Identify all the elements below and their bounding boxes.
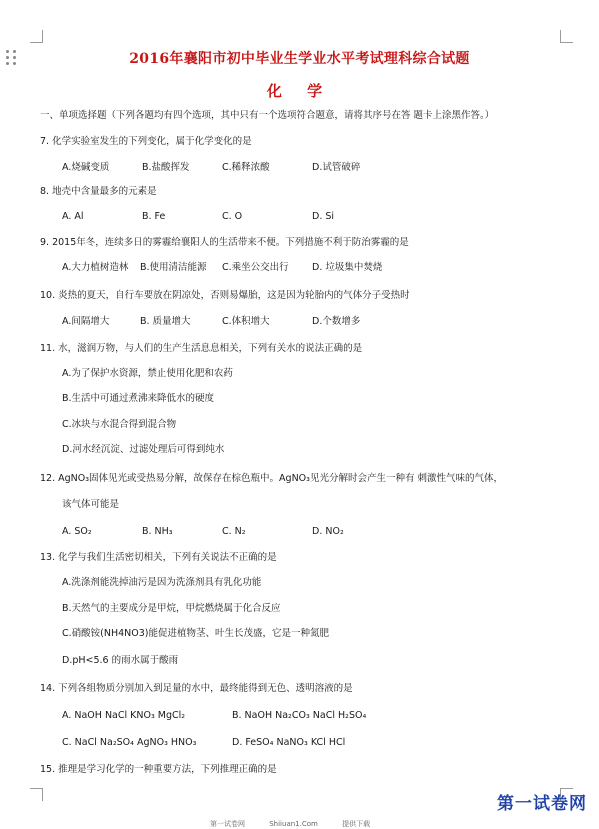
option-d: D.试管破碎: [312, 162, 361, 173]
option-a: A.间隔增大: [62, 316, 110, 327]
footer-site-url[interactable]: Shiiuan1.Com: [269, 820, 318, 828]
question-13-option-a: A.洗涤剂能洗掉油污是因为洗涤剂具有乳化功能: [62, 577, 262, 588]
option-a: A.烧碱变质: [62, 162, 110, 173]
crop-mark-bottom-left: [30, 788, 43, 801]
subject-heading: 化 学: [266, 82, 333, 100]
option-b: B. NH₃: [142, 526, 173, 537]
footer-download-note: 提供下载: [342, 820, 371, 828]
question-15-stem: 15. 推理是学习化学的一种重要方法，下列推理正确的是: [40, 764, 277, 775]
watermark-logo: 第一试卷网: [497, 794, 587, 814]
question-7-stem: 7. 化学实验室发生的下列变化，属于化学变化的是: [40, 136, 252, 147]
option-d: D. 垃圾集中焚烧: [312, 262, 383, 273]
option-a: A. Al: [62, 211, 84, 222]
question-13-option-b: B.天然气的主要成分是甲烷，甲烷燃烧属于化合反应: [62, 603, 281, 614]
question-11-option-c: C.冰块与水混合得到混合物: [62, 419, 177, 430]
question-11-option-b: B.生活中可通过煮沸来降低水的硬度: [62, 393, 215, 404]
option-b: B. 质量增大: [140, 316, 191, 327]
option-c: C. O: [222, 211, 243, 222]
option-d: D. FeSO₄ NaNO₃ KCl HCl: [232, 737, 346, 748]
option-a: A. SO₂: [62, 526, 92, 537]
question-11-option-d: D.河水经沉淀、过滤处理后可得到纯水: [62, 444, 225, 455]
question-14-stem: 14. 下列各组物质分别加入到足量的水中，最终能得到无色、透明溶液的是: [40, 683, 353, 694]
option-b: B.使用清洁能源: [140, 262, 207, 273]
question-13-stem: 13. 化学与我们生活密切相关，下列有关说法不正确的是: [40, 552, 277, 563]
option-c: C. NaCl Na₂SO₄ AgNO₃ HNO₃: [62, 737, 197, 748]
question-8-stem: 8. 地壳中含量最多的元素是: [40, 186, 157, 197]
option-b: B.盐酸挥发: [142, 162, 190, 173]
section-instruction: 一、单项选择题（下列各题均有四个选项，其中只有一个选项符合题意，请将其序号在答 题卡上涂黑作答。）: [40, 110, 495, 121]
question-13-option-d: D.pH<5.6 的雨水属于酸雨: [62, 655, 179, 666]
page-title: 2016年襄阳市初中毕业生学业水平考试理科综合试题: [129, 51, 470, 67]
question-12-stem-continued: 该气体可能是: [62, 499, 120, 510]
option-b: B. NaOH Na₂CO₃ NaCl H₂SO₄: [232, 710, 367, 721]
question-10-stem: 10. 炎热的夏天，自行车要放在阴凉处，否则易爆胎，这是因为轮胎内的气体分子受热时: [40, 290, 410, 301]
option-b: B. Fe: [142, 211, 166, 222]
question-13-option-c: C.硝酸铵(NH4NO3)能促进植物茎、叶生长茂盛，它是一种氮肥: [62, 628, 329, 639]
question-9-stem: 9. 2015年冬，连续多日的雾霾给襄阳人的生活带来不便。下列措施不利于防治雾霾的是: [40, 237, 409, 248]
footer-site-name: 第一试卷网: [210, 820, 245, 828]
option-d: D.个数增多: [312, 316, 361, 327]
option-c: C.稀释浓酸: [222, 162, 270, 173]
question-12-stem: 12. AgNO₃固体见光或受热易分解，故保存在棕色瓶中。AgNO₃见光分解时会产生一种有 刺激性气味的气体，: [40, 473, 503, 484]
crop-mark-top-right: [560, 30, 573, 43]
option-a: A. NaOH NaCl KNO₃ MgCl₂: [62, 710, 186, 721]
question-11-option-a: A.为了保护水资源，禁止使用化肥和农药: [62, 368, 233, 379]
page-footer: [210, 819, 392, 829]
option-d: D. NO₂: [312, 526, 344, 537]
question-11-stem: 11. 水，滋润万物，与人们的生产生活息息相关，下列有关水的说法正确的是: [40, 343, 363, 354]
crop-mark-top-left: [30, 30, 43, 43]
option-d: D. Si: [312, 211, 335, 222]
option-c: C. N₂: [222, 526, 246, 537]
option-c: C.体积增大: [222, 316, 270, 327]
option-a: A.大力植树造林: [62, 262, 129, 273]
option-c: C.乘坐公交出行: [222, 262, 289, 273]
